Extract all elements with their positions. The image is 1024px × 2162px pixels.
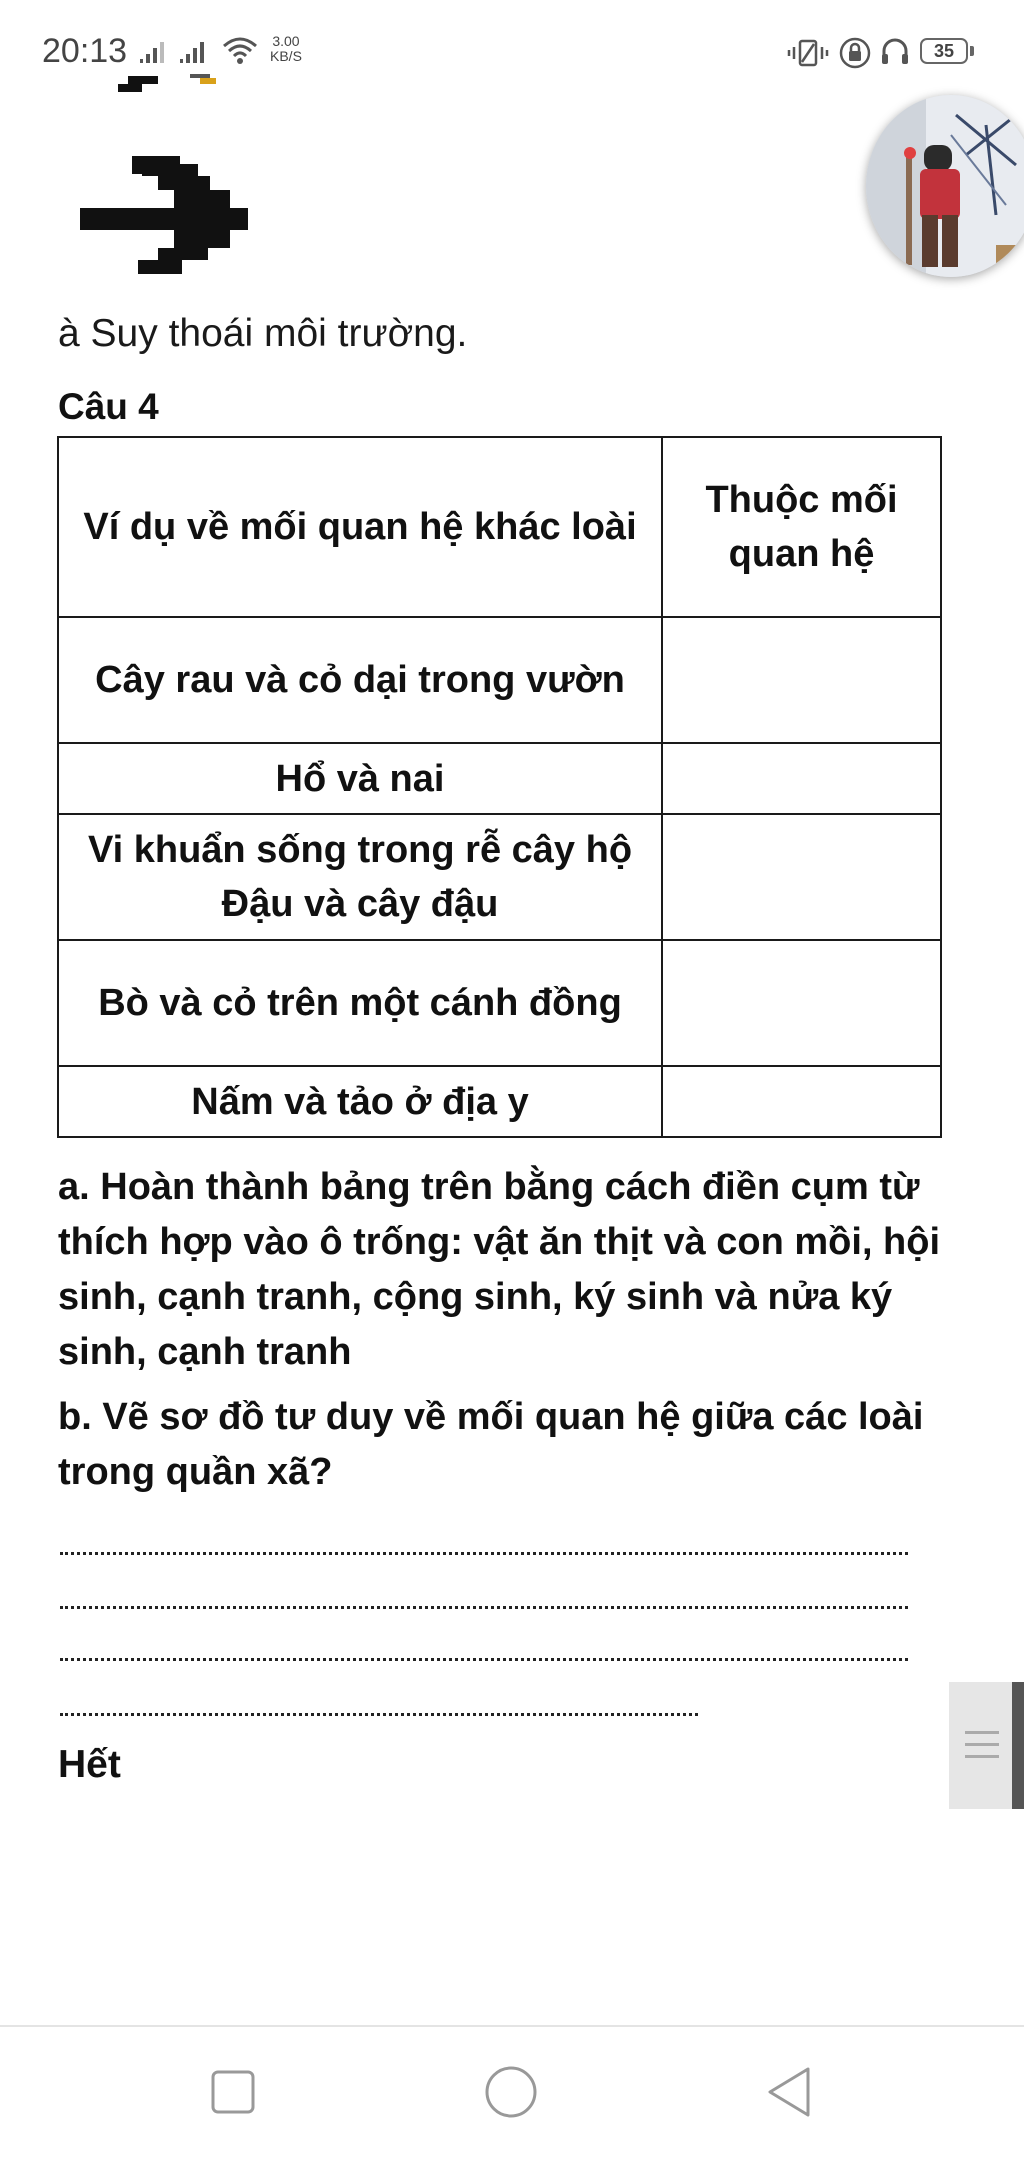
floating-avatar[interactable]	[866, 95, 1024, 277]
relation-table	[57, 436, 942, 1138]
table-cell-relation	[662, 743, 941, 814]
recent-apps-button[interactable]	[198, 2057, 268, 2127]
table-cell-relation	[662, 940, 941, 1066]
table-header-row	[58, 437, 941, 617]
table-cell-example: Nấm và tảo ở địa y	[58, 1066, 662, 1137]
battery-tip	[970, 46, 974, 56]
answer-line	[60, 1606, 908, 1609]
navigation-bar	[0, 2027, 1024, 2162]
table-row	[58, 940, 941, 1066]
table-header-relation: Thuộc mối quan hệ	[662, 437, 941, 617]
question-title: Câu 4	[58, 386, 159, 427]
table-row	[58, 743, 941, 814]
arrow-icon	[70, 60, 260, 280]
circle-icon	[476, 2057, 546, 2127]
scrollbar-thumb[interactable]	[1012, 1682, 1024, 1809]
status-time: 20:13	[42, 32, 128, 70]
back-button[interactable]	[754, 2057, 824, 2127]
table-cell-example: Hổ và nai	[58, 743, 662, 814]
network-speed-value: 3.00	[272, 33, 300, 49]
network-speed	[270, 34, 302, 64]
grip-icon	[965, 1727, 999, 1763]
vibrate-icon	[786, 38, 830, 68]
network-speed-unit: KB/S	[270, 48, 302, 64]
previous-answer-line: à Suy thoái môi trường.	[58, 312, 468, 355]
table-row	[58, 617, 941, 743]
answer-line	[60, 1552, 908, 1555]
back-triangle-icon	[754, 2057, 824, 2127]
question-part-b: b. Vẽ sơ đồ tư duy về mối quan hệ giữa các loài trong quần xã?	[58, 1396, 924, 1493]
table-cell-relation	[662, 1066, 941, 1137]
question-part-a: a. Hoàn thành bảng trên bằng cách điền cụm từ thích hợp vào ô trống: vật ăn thịt và con mồi, hội sinh, cạnh tranh, cộng sinh, ký sinh và nửa ký sinh, cạnh tranh	[58, 1166, 941, 1373]
table-cell-relation	[662, 617, 941, 743]
rotation-lock-icon	[838, 36, 872, 70]
table-cell-example: Bò và cỏ trên một cánh đồng	[58, 940, 662, 1066]
battery-icon: 35	[920, 38, 968, 64]
square-icon	[198, 2057, 268, 2127]
answer-line	[60, 1658, 908, 1661]
answer-line	[60, 1713, 698, 1716]
table-cell-relation	[662, 814, 941, 940]
table-header-example: Ví dụ về mối quan hệ khác loài	[58, 437, 662, 617]
table-row	[58, 814, 941, 940]
table-cell-example: Vi khuẩn sống trong rễ cây hộ Đậu và cây đậu	[58, 814, 662, 940]
avatar-photo	[866, 95, 1024, 277]
table-row	[58, 1066, 941, 1137]
headset-icon	[880, 36, 910, 68]
end-text: Hết	[58, 1743, 121, 1786]
home-button[interactable]	[476, 2057, 546, 2127]
scroll-handle[interactable]	[949, 1682, 1024, 1809]
table-cell-example: Cây rau và cỏ dại trong vườn	[58, 617, 662, 743]
